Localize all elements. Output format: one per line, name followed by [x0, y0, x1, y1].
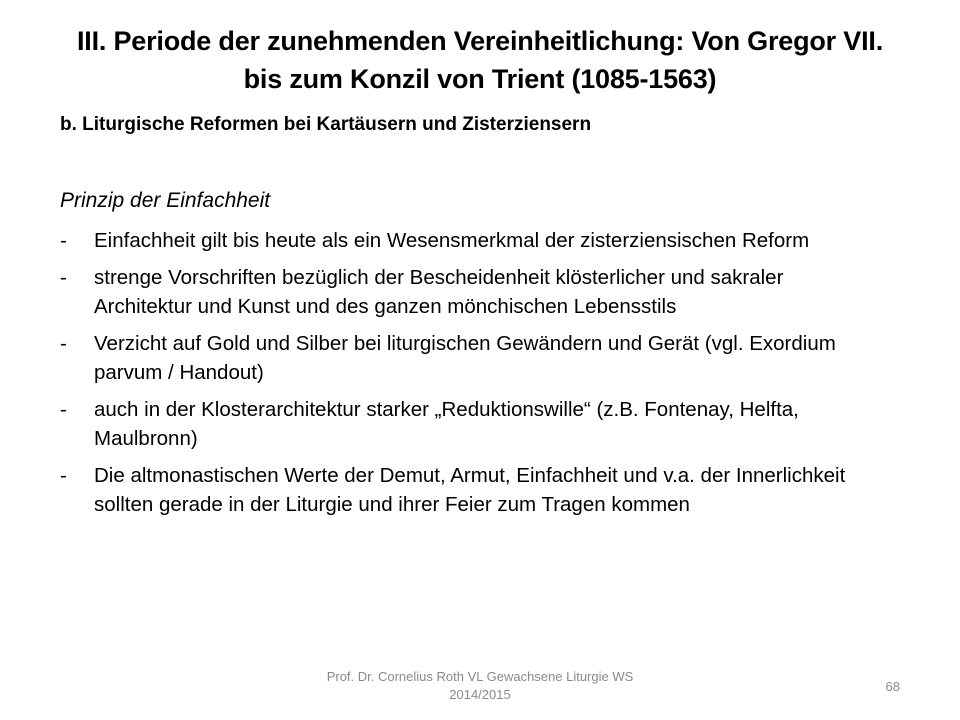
slide-footer: Prof. Dr. Cornelius Roth VL Gewachsene Liturgie WS 2014/2015 — [326, 669, 634, 702]
bullet-marker: - — [60, 398, 67, 421]
principle-heading: Prinzip der Einfachheit — [60, 189, 271, 212]
bullet-text: strenge Vorschriften bezüglich der Bescheidenheit klösterlicher und sakraler Architektur und Kunst und des ganzen mönchischen Lebensstils — [94, 266, 784, 318]
bullet-text: Einfachheit gilt bis heute als ein Wesensmerkmal der zisterziensischen Reform — [94, 229, 810, 252]
bullet-text: Verzicht auf Gold und Silber bei liturgischen Gewändern und Gerät (vgl. Exordium parvum / Handout) — [94, 332, 836, 384]
page-number: 68 — [885, 679, 900, 694]
bullet-list — [60, 226, 885, 527]
bullet-marker: - — [60, 332, 67, 355]
bullet-item — [60, 329, 885, 387]
bullet-item — [60, 395, 885, 453]
bullet-text: auch in der Klosterarchitektur starker „Reduktionswille“ (z.B. Fontenay, Helfta, Maulbronn) — [94, 398, 799, 450]
bullet-item — [60, 461, 885, 519]
bullet-marker: - — [60, 229, 67, 252]
bullet-item — [60, 263, 885, 321]
bullet-item — [60, 226, 885, 255]
bullet-marker: - — [60, 266, 67, 289]
slide-subtitle: b. Liturgische Reformen bei Kartäusern und Zisterziensern — [60, 114, 592, 135]
slide-title: III. Periode der zunehmenden Vereinheitlichung: Von Gregor VII. bis zum Konzil von Trient (1085-1563) — [76, 26, 884, 94]
bullet-text: Die altmonastischen Werte der Demut, Armut, Einfachheit und v.a. der Innerlichkeit sollten gerade in der Liturgie und ihrer Feier zum Tragen kommen — [94, 464, 846, 516]
bullet-marker: - — [60, 464, 67, 487]
